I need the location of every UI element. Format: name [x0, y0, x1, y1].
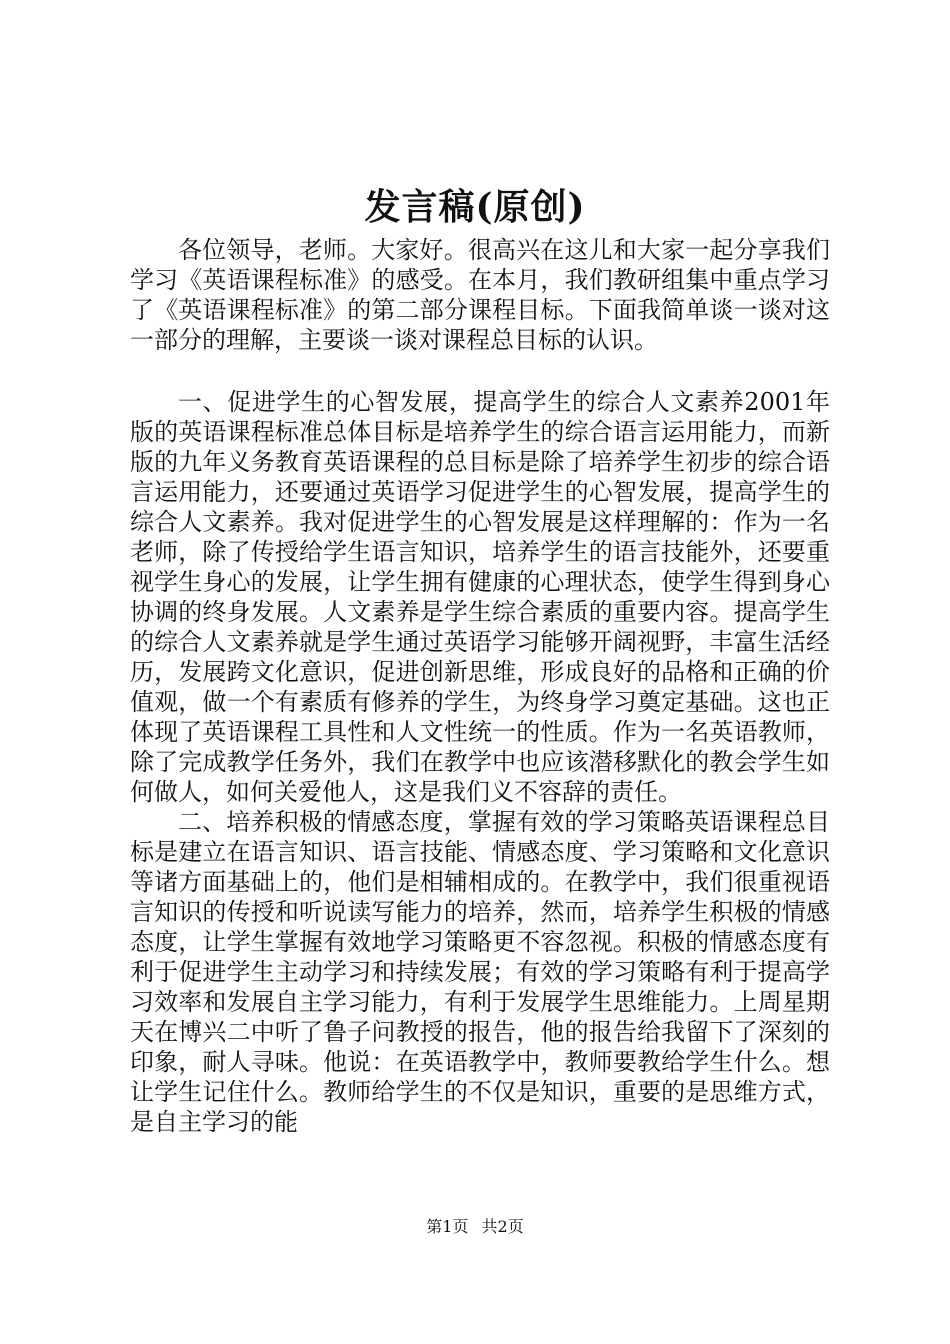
paragraph-greeting: 各位领导，老师。大家好。很高兴在这儿和大家一起分享我们学习《英语课程标准》的感受。在本月，我们教研组集中重点学习了《英语课程标准》的第二部分课程目标。下面我简单谈一谈对这一部分的理解，主要谈一谈对课程总目标的认识。 [130, 236, 830, 354]
page-number-total: 共2页 [481, 1217, 524, 1236]
paragraph-section-two: 二、培养积极的情感态度，掌握有效的学习策略英语课程总目标是建立在语言知识、语言技能、情感态度、学习策略和文化意识等诸方面基础上的，他们是相辅相成的。在教学中，我们很重视语言知识的传授和听说读写能力的培养，然而，培养学生积极的情感态度，让学生掌握有效地学习策略更不容忽视。积极的情感态度有利于促进学生主动学习和持续发展；有效的学习策略有利于提高学习效率和发展自主学习能力，有利于发展学生思维能力。上周星期天在博兴二中听了鲁子问教授的报告，他的报告给我留下了深刻的印象，耐人寻味。他说：在英语教学中，教师要教给学生什么。想让学生记住什么。教师给学生的不仅是知识，重要的是思维方式，是自主学习的能 [130, 808, 830, 1136]
page-number-current: 第1页 [426, 1217, 469, 1236]
document-title: 发言稿(原创) [364, 186, 586, 228]
paragraph-gap [130, 355, 830, 387]
paragraph-section-one: 一、促进学生的心智发展，提高学生的综合人文素养2001年版的英语课程标准总体目标是培养学生的综合语言运用能力，而新版的九年义务教育英语课程的总目标是除了培养学生初步的综合语言运用能力，还要通过英语学习促进学生的心智发展，提高学生的综合人文素养。我对促进学生的心智发展是这样理解的：作为一名老师，除了传授给学生语言知识，培养学生的语言技能外，还要重视学生身心的发展，让学生拥有健康的心理状态，使学生得到身心协调的终身发展。人文素养是学生综合素质的重要内容。提高学生的综合人文素养就是学生通过英语学习能够开阔视野，丰富生活经历，发展跨文化意识，促进创新思维，形成良好的品格和正确的价值观，做一个有素质有修养的学生，为终身学习奠定基础。这也正体现了英语课程工具性和人文性统一的性质。作为一名英语教师，除了完成教学任务外，我们在教学中也应该潜移默化的教会学生如何做人，如何关爱他人，这是我们义不容辞的责任。 [130, 388, 830, 806]
page-footer [0, 1217, 950, 1237]
document-body [130, 235, 830, 1137]
